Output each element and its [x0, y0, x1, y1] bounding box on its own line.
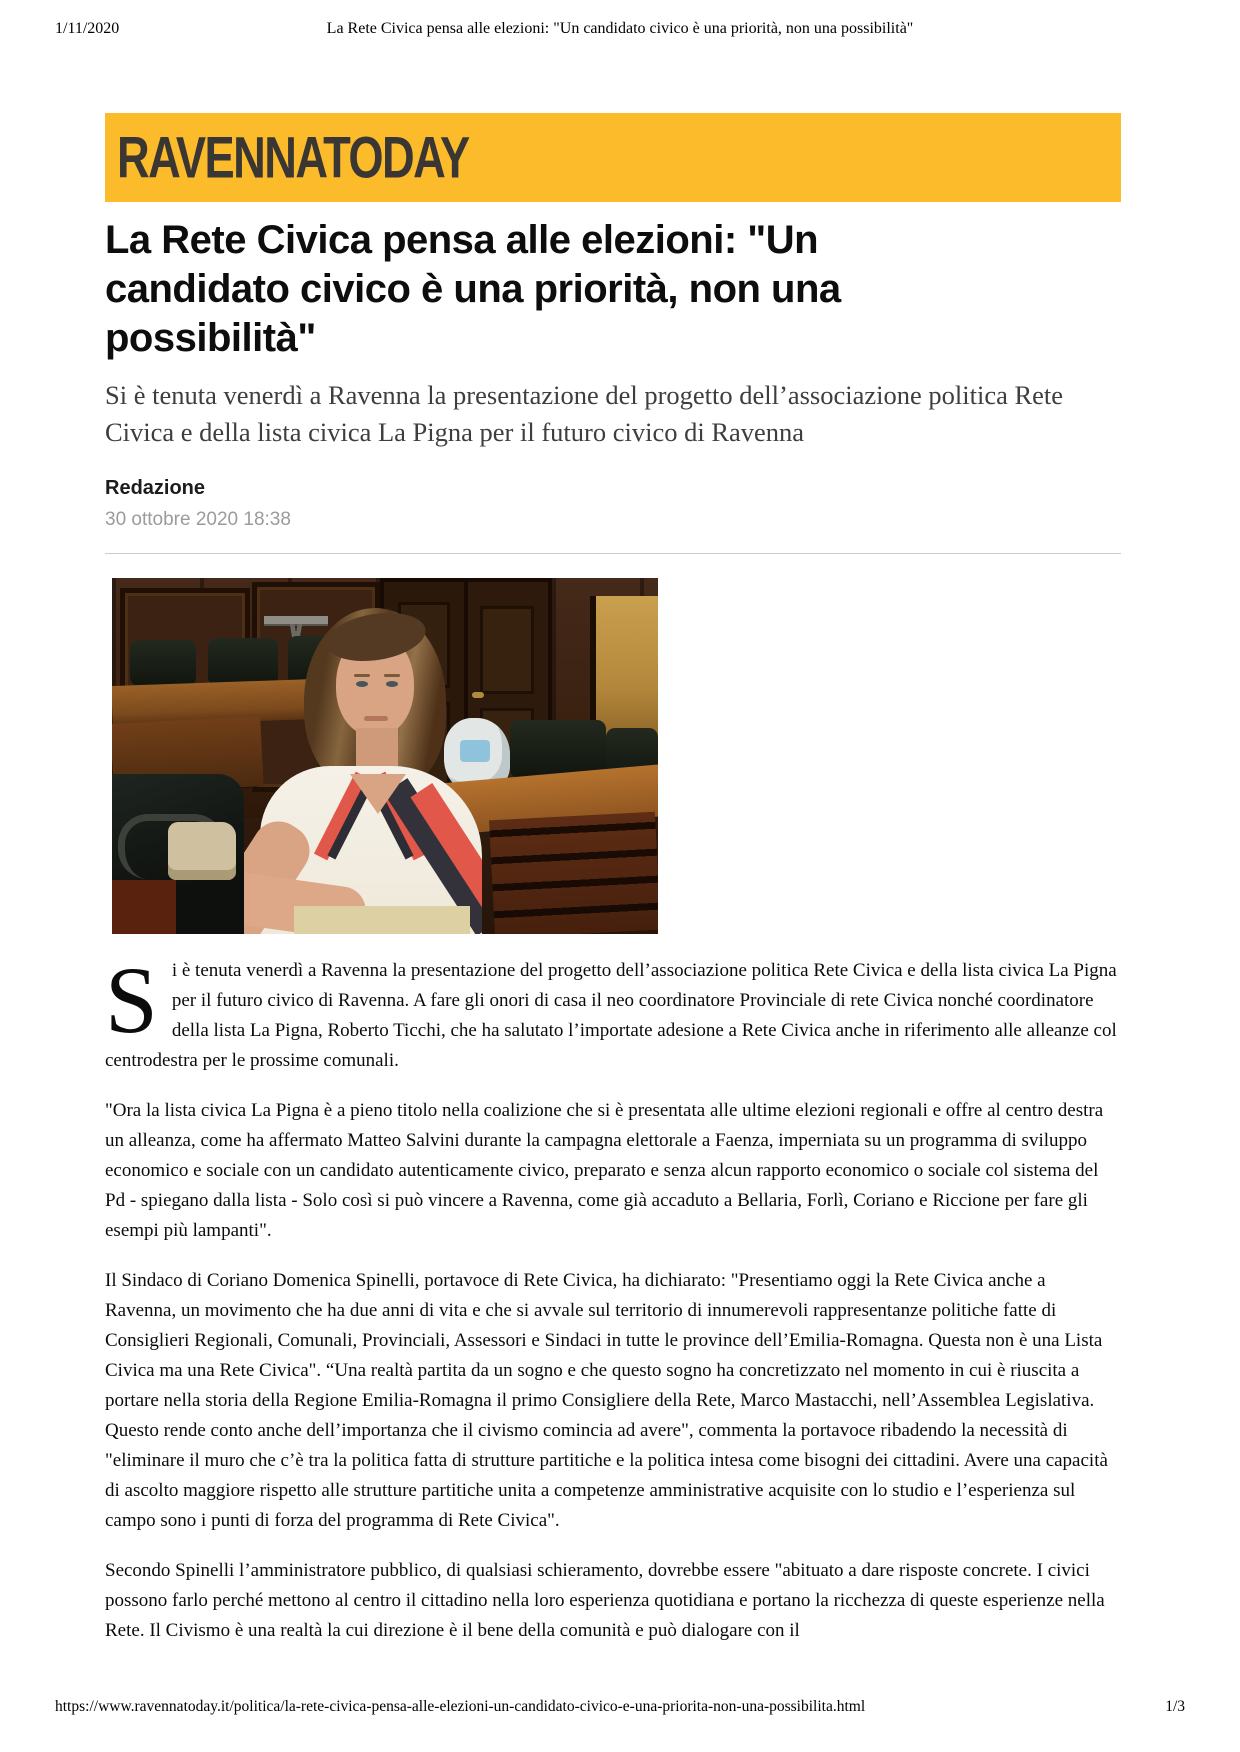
masthead-banner: [105, 113, 1121, 202]
photo-woman-eye: [356, 681, 368, 687]
photo-desk-front: [489, 812, 658, 934]
paragraph-text: "Ora la lista civica La Pigna è a pieno titolo nella coalizione che si è presentata alle ultime elezioni regionali e offre al centro destra un alleanza, come ha affermato Matteo Salvini durante la campagna elettorale a Faenza, imperniata su un programma di sviluppo economico e sociale con un candidato autenticamente civico, preparato e senza alcun rapporto economico o sociale col sistema del Pd - spiegano dalla lista - Solo così si può vincere a Ravenna, come già accaduto a Bellaria, Forlì, Coriano e Riccione per fare gli esempi più lampanti".: [105, 1100, 1104, 1241]
article-timestamp: 30 ottobre 2020 18:38: [105, 509, 291, 530]
article-body: [105, 947, 1121, 1646]
drop-cap: S: [105, 947, 158, 1053]
print-footer-url: https://www.ravennatoday.it/politica/la-rete-civica-pensa-alle-elezioni-un-candidato-civico-e-una-priorita-non-una-possibilita.html: [55, 1698, 866, 1715]
paragraph-text: Secondo Spinelli l’amministratore pubblico, di qualsiasi schieramento, dovrebbe essere "abituato a dare risposte concrete. I civici possono farlo perché mettono al centro il cittadino nella loro esperienza quotidiana e portano la ricchezza di queste esperienze nella Rete. Il Civismo è una realtà la cui direzione è il bene della comunità e può dialogare con il: [105, 1560, 1105, 1641]
article-byline: Redazione: [105, 477, 206, 499]
photo-wood-box: [112, 880, 176, 934]
photo-handbag: [168, 822, 236, 880]
article-paragraph: [105, 1556, 1121, 1646]
photo-plastic-bag-label: [460, 740, 490, 762]
photo-table-edge: [294, 906, 470, 934]
article-standfirst: Si è tenuta venerdì a Ravenna la presentazione del progetto dell’associazione politica Rete Civica e della lista civica La Pigna per il futuro civico di Ravenna: [105, 380, 1064, 447]
print-header-date: 1/11/2020: [55, 20, 120, 37]
article-paragraph: [105, 1266, 1121, 1536]
article-photo: [112, 578, 658, 934]
article-page: [105, 113, 1121, 1666]
ravennatoday-logo: RAVENNATODAY: [117, 125, 469, 190]
print-header: [0, 20, 1240, 44]
photo-small-table: [264, 616, 328, 624]
photo-woman-mouth: [364, 716, 388, 721]
photo-door-handle: [472, 692, 484, 698]
paragraph-text: i è tenuta venerdì a Ravenna la presentazione del progetto dell’associazione politica Rete Civica e della lista civica La Pigna per il futuro civico di Ravenna. A fare gli onori di casa il neo coordinatore Provinciale di rete Civica nonché coordinatore della lista La Pigna, Roberto Ticchi, che ha salutato l’importate adesione a Rete Civica anche in riferimento alle alleanze col centrodestra per le prossime comunali.: [105, 960, 1117, 1071]
photo-woman-eye: [386, 681, 398, 687]
print-footer-page-number: 1/3: [1165, 1698, 1185, 1715]
print-header-title: La Rete Civica pensa alle elezioni: "Un candidato civico è una priorità, non una possibilità": [326, 20, 914, 37]
photo-leather-chair: [208, 638, 278, 686]
photo-leather-chair: [130, 640, 196, 686]
article-paragraph: [105, 947, 1121, 1076]
photo-woman-eyebrow: [354, 674, 370, 677]
divider: [105, 553, 1121, 554]
article-paragraph: [105, 1096, 1121, 1246]
photo-woman-eyebrow: [384, 674, 400, 677]
article-headline: La Rete Civica pensa alle elezioni: "Un candidato civico è una priorità, non una possibilità": [105, 218, 841, 360]
print-footer: [55, 1698, 1185, 1716]
paragraph-text: Il Sindaco di Coriano Domenica Spinelli, portavoce di Rete Civica, ha dichiarato: "Presentiamo oggi la Rete Civica anche a Ravenna, un movimento che ha due anni di vita e che si avvale sul territorio di innumerevoli rappresentanze politiche fatte di Consiglieri Regionali, Comunali, Provinciali, Assessori e Sindaci in tutte le province dell’Emilia-Romagna. Questa non è una Lista Civica ma una Rete Civica". “Una realtà partita da un sogno e che questo sogno ha concretizzato nel momento in cui è riuscita a portare nella storia della Regione Emilia-Romagna il primo Consigliere della Rete, Marco Mastacchi, nell’Assemblea Legislativa. Questo rende conto anche dell’importanza che il civismo comincia ad avere", commenta la portavoce ribadendo la necessità di "eliminare il muro che c’è tra la politica fatta di strutture partitiche e la politica intesa come bisogni dei cittadini. Avere una capacità di ascolto maggiore rispetto alle strutture partitiche unita a competenze amministrative acquisite con lo studio e l’esperienza sul campo sono i punti di forza del programma di Rete Civica".: [105, 1270, 1108, 1531]
